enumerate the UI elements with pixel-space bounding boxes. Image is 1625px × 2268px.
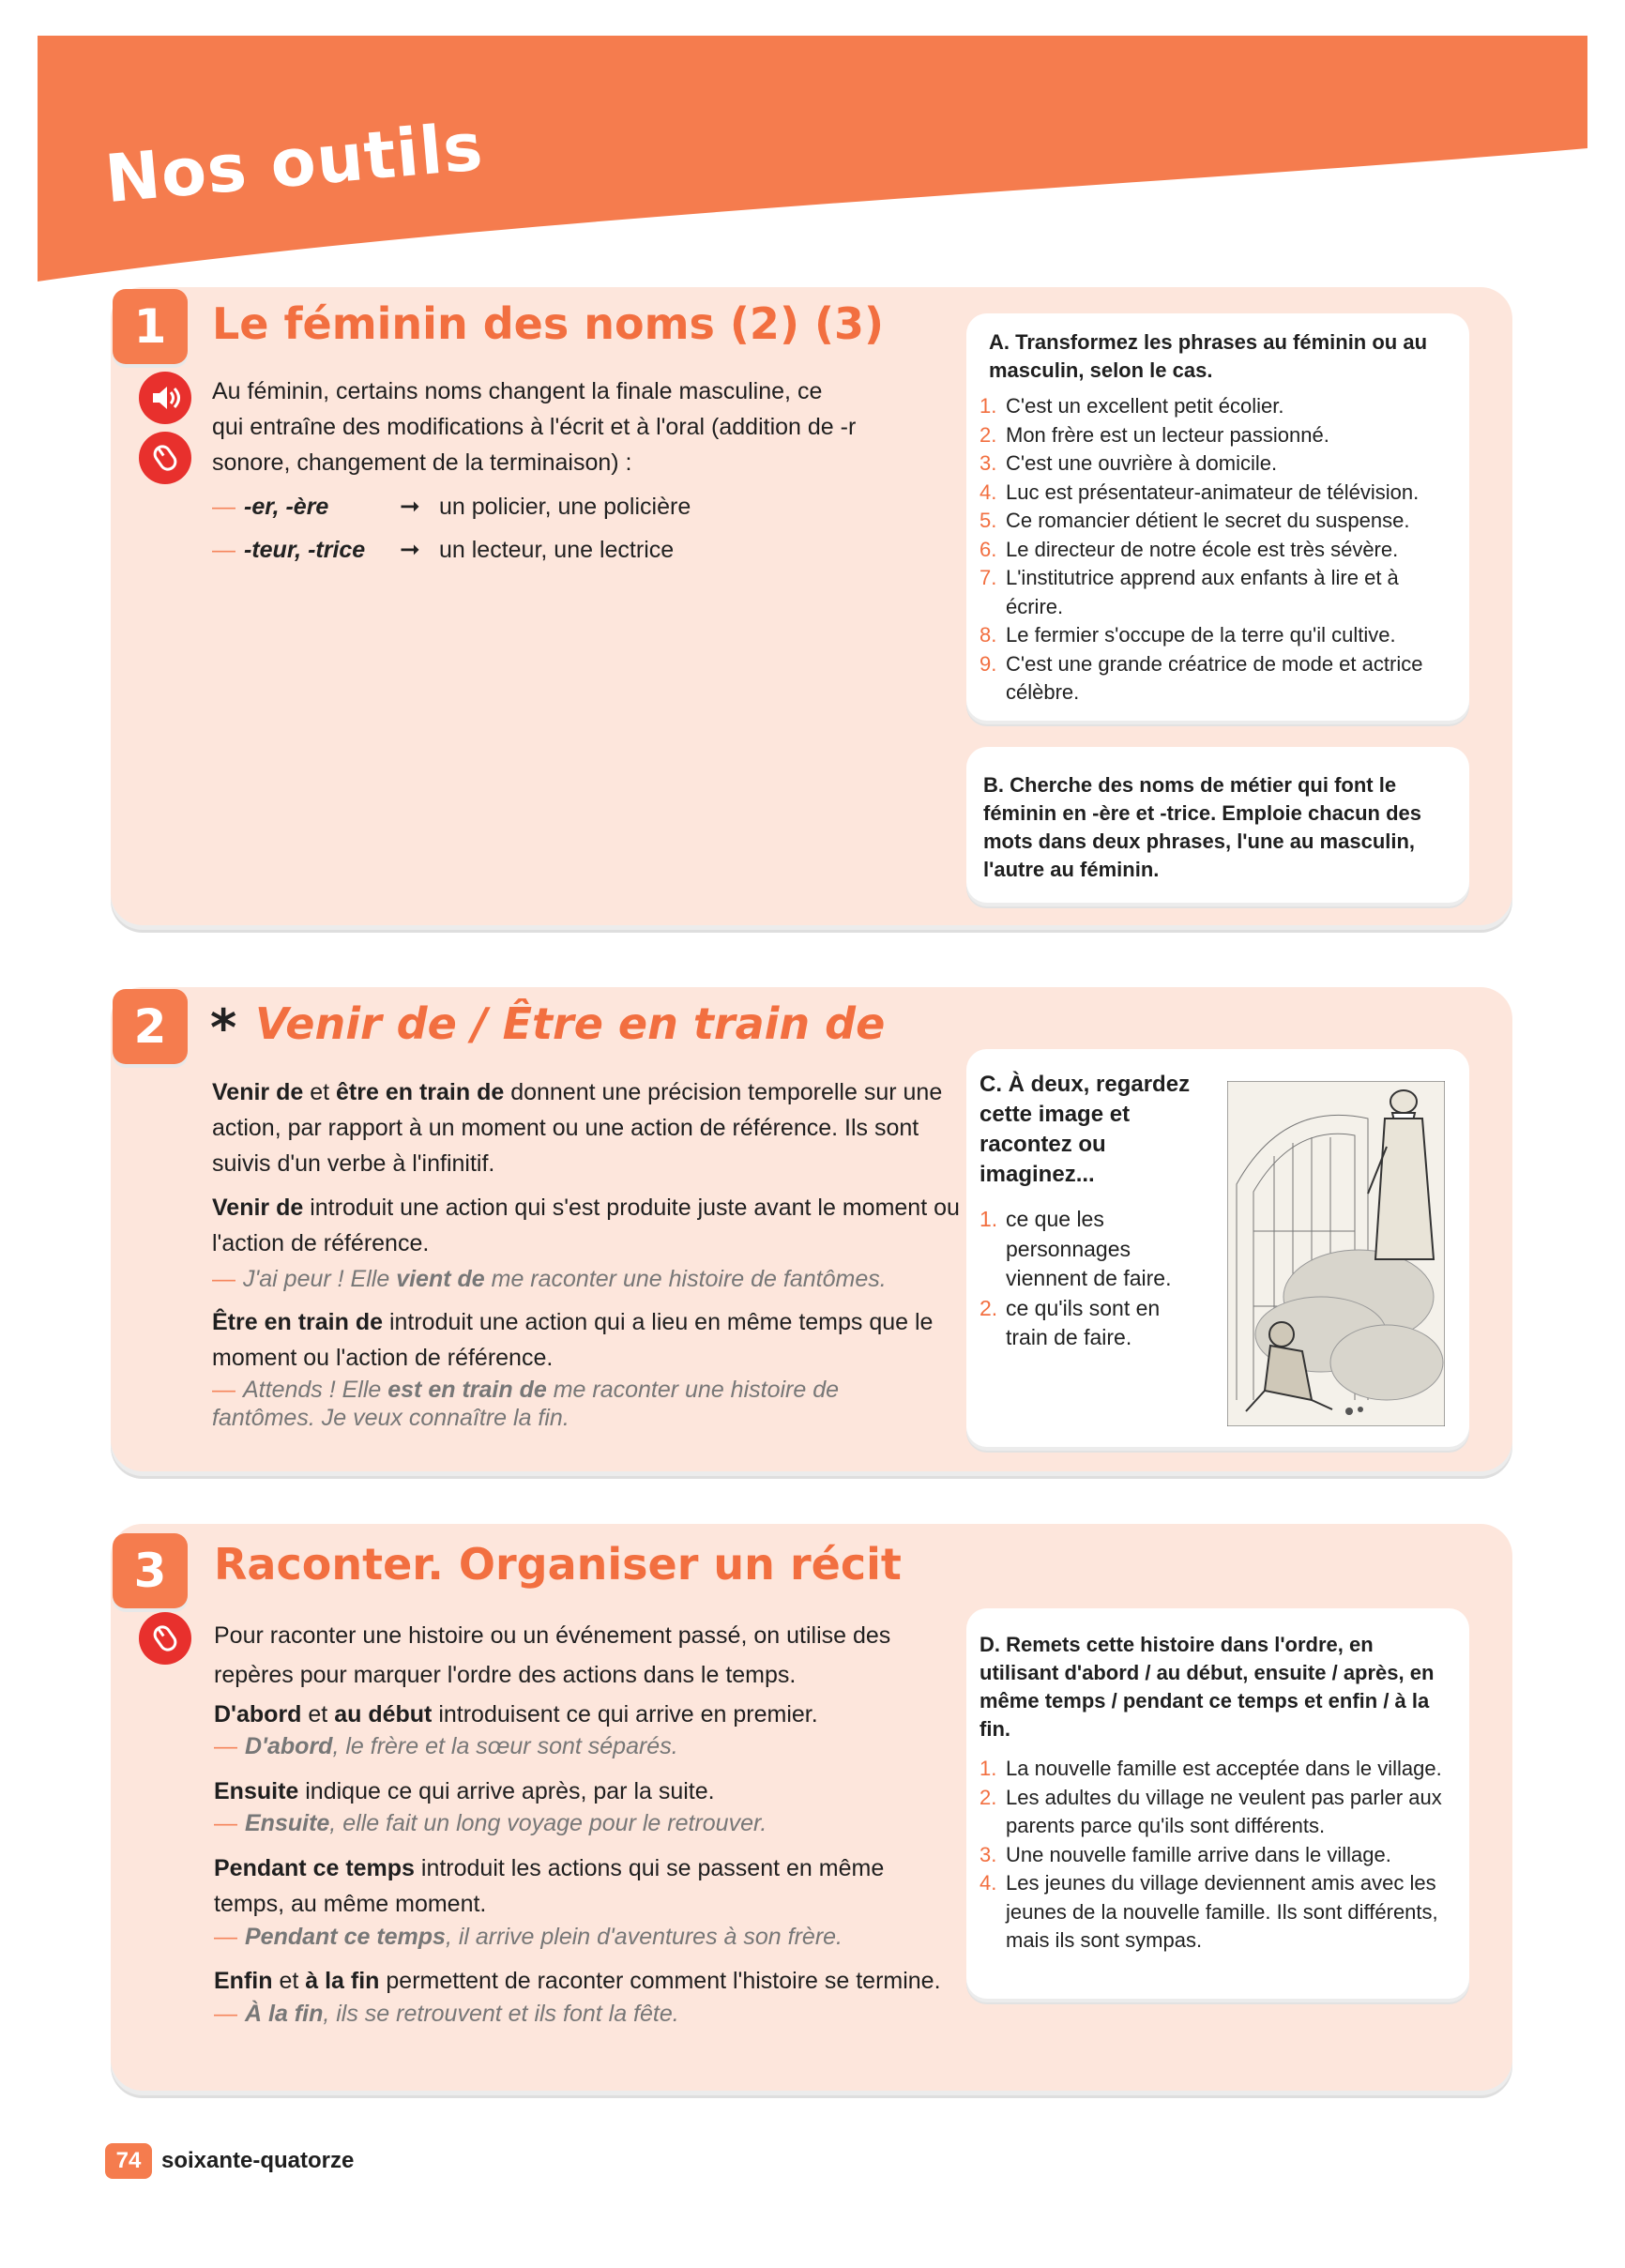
rule-example: un policier, une policière: [439, 494, 691, 520]
list-item: 4. Luc est présentateur-animateur de télévision.: [980, 479, 1420, 504]
section-title: Venir de / Être en train de: [255, 998, 886, 1049]
exercise-c-list: [980, 1205, 1186, 1353]
illustration-image: [1227, 1081, 1445, 1426]
list-item: 7. L'institutrice apprend aux enfants à lire et à écrire.: [980, 566, 1399, 618]
rule-term: -er, -ère: [244, 494, 329, 520]
mouse-icon[interactable]: [139, 1612, 191, 1665]
speaker-icon[interactable]: [139, 372, 191, 424]
rule-er-ere: [212, 494, 775, 521]
list-item: 2. Mon frère est un lecteur passionné.: [980, 422, 1329, 447]
exercise-a-box: [966, 313, 1469, 721]
dash-icon: —: [212, 537, 235, 563]
exercise-a-list: [980, 392, 1462, 708]
enfin-rule: Enfin et à la fin permettent de raconter comment l'histoire se termine. — À la fin, ils se retrouvent et ils font la fête.: [214, 1968, 941, 2027]
dabord-rule: D'abord et au début introduisent ce qui arrive en premier. — D'abord, le frère et la sœur sont séparés.: [214, 1701, 818, 1759]
list-item: 3. Une nouvelle famille arrive dans le village.: [980, 1842, 1391, 1866]
list-item: 2. ce qu'ils sont en train de faire.: [980, 1295, 1161, 1349]
list-item: 3. C'est une ouvrière à domicile.: [980, 451, 1278, 475]
section-title: Raconter. Organiser un récit: [214, 1539, 902, 1590]
etre-en-train-de-rule: Être en train de introduit une action qui a lieu en même temps que le moment ou l'action de référence. — Attends ! Elle est en train de me raconter une histoire de fantômes. Je veux connaître la fin.: [212, 1309, 934, 1431]
venir-de-explanation: [212, 1074, 963, 1181]
section-number: 3: [113, 1533, 188, 1608]
rule-example: un lecteur, une lectrice: [439, 537, 675, 563]
list-item: 2. Les adultes du village ne veulent pas parler aux parents parce qu'ils sont différents.: [980, 1785, 1442, 1837]
raconter-intro: Pour raconter une histoire ou un événement passé, on utilise des repères pour marquer l'ordre des actions dans le temps.: [214, 1622, 891, 1688]
list-item: 6. Le directeur de notre école est très sévère.: [980, 537, 1399, 561]
rule-teur-trice: [212, 537, 775, 564]
list-item: 5. Ce romancier détient le secret du suspense.: [980, 509, 1410, 532]
dash-icon: —: [212, 494, 235, 520]
list-item: 4. Les jeunes du village deviennent amis avec les jeunes de la nouvelle famille. Ils sont différents, mais ils sont sympas.: [980, 1871, 1438, 1952]
list-item: 8. Le fermier s'occupe de la terre qu'il cultive.: [980, 623, 1396, 647]
exercise-b-title: B. Cherche des noms de métier qui font le féminin en -ère et -trice. Emploie chacun des mots dans deux phrases, l'une au masculin, l'autre au féminin.: [983, 773, 1422, 881]
section-number: 1: [113, 289, 188, 364]
mouse-icon[interactable]: [139, 432, 191, 484]
exercise-d-title: D. Remets cette histoire dans l'ordre, en utilisant d'abord / au début, ensuite / après, en même temps / pendant ce temps et enfin / à la fin.: [980, 1633, 1435, 1741]
section-number: 2: [113, 989, 188, 1064]
list-item: 1. La nouvelle famille est acceptée dans le village.: [980, 1757, 1442, 1780]
ensuite-rule: Ensuite indique ce qui arrive après, par la suite. — Ensuite, elle fait un long voyage pour le retrouver.: [214, 1778, 767, 1836]
rule-term: -teur, -trice: [244, 537, 366, 563]
exercise-c-title: C. À deux, regardez cette image et racontez ou imaginez...: [980, 1072, 1191, 1187]
list-item: 9. C'est une grande créatrice de mode et actrice célèbre.: [980, 651, 1423, 704]
page-number: 74: [105, 2143, 152, 2179]
exercise-a-title: A. Transformez les phrases au féminin ou au masculin, selon le cas.: [989, 330, 1428, 382]
pendant-rule: Pendant ce temps introduit les actions qui se passent en même temps, au même moment. — Pendant ce temps, il arrive plein d'aventures à son frère.: [214, 1855, 885, 1950]
exercise-b-box: [966, 747, 1469, 903]
exercise-d-box: [966, 1608, 1469, 1999]
star-icon: *: [210, 998, 237, 1058]
intro-paragraph: Au féminin, certains noms changent la finale masculine, ce qui entraîne des modifications à l'écrit et à l'oral (addition de -r sonore, changement de la terminaison) :: [212, 378, 857, 476]
arrow-icon: ➞: [400, 492, 420, 520]
exercise-c-box: [966, 1049, 1469, 1447]
venir-de-rule: Venir de introduit une action qui s'est produite juste avant le moment ou l'action de référence. — J'ai peur ! Elle vient de me raconter une histoire de fantômes.: [212, 1195, 960, 1292]
list-item: 1. C'est un excellent petit écolier.: [980, 394, 1284, 418]
list-item: 1. ce que les personnages viennent de faire.: [980, 1207, 1172, 1290]
page-title: Nos outils: [101, 108, 487, 218]
paragraph: Venir de et être en train de donnent une précision temporelle sur une action, par rapport à un moment ou une action de référence. Ils sont suivis d'un verbe à l'infinitif.: [212, 1079, 943, 1177]
exercise-d-list: [980, 1755, 1460, 1956]
page-number-words: soixante-quatorze: [161, 2148, 355, 2173]
arrow-icon: ➞: [400, 535, 420, 563]
section-title: Le féminin des noms (2) (3): [212, 298, 885, 349]
